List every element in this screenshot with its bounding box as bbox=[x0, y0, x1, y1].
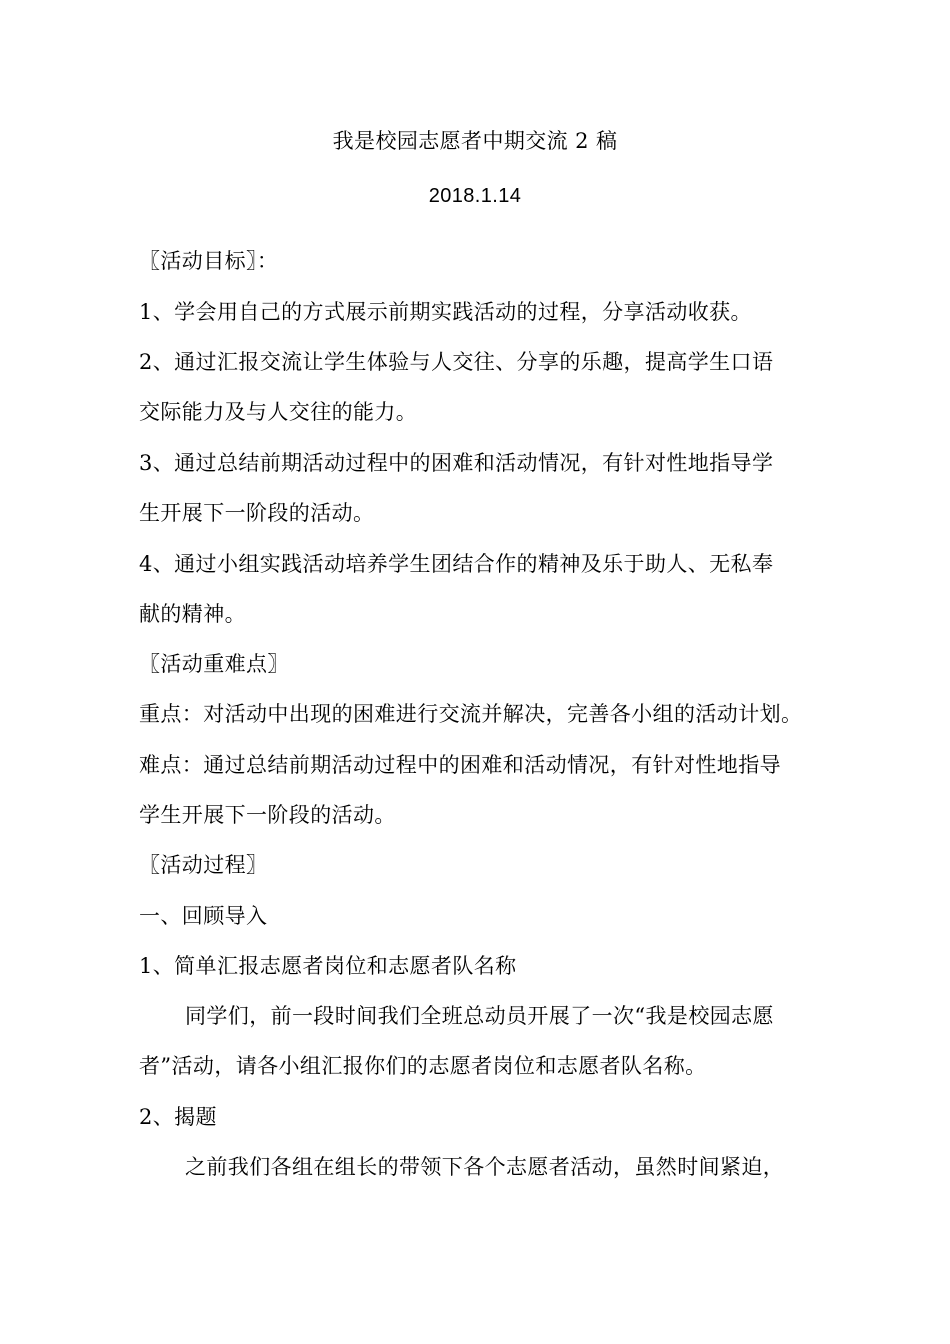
process-step-1: 1、简单汇报志愿者岗位和志愿者队名称 bbox=[139, 954, 517, 978]
document-date: 2018.1.14 bbox=[428, 185, 522, 207]
paragraph-1-line-2: 者”活动，请各小组汇报你们的志愿者岗位和志愿者队名称。 bbox=[139, 1054, 707, 1078]
goal-item-3-line-2: 生开展下一阶段的活动。 bbox=[139, 501, 375, 525]
process-step-2: 2、揭题 bbox=[139, 1105, 217, 1129]
goal-item-2-line-2: 交际能力及与人交往的能力。 bbox=[139, 400, 418, 424]
goal-item-3-line-1: 3、通过总结前期活动过程中的困难和活动情况，有针对性地指导学 bbox=[139, 451, 774, 475]
paragraph-1-line-1: 同学们，前一段时间我们全班总动员开展了一次“我是校园志愿 bbox=[185, 1004, 774, 1028]
goal-item-4-line-2: 献的精神。 bbox=[139, 602, 246, 626]
difficulty-point-line-1: 难点：通过总结前期活动过程中的困难和活动情况，有针对性地指导 bbox=[139, 753, 781, 777]
goal-item-4-line-1: 4、通过小组实践活动培养学生团结合作的精神及乐于助人、无私奉 bbox=[139, 552, 774, 576]
goals-heading: 〖活动目标〗： bbox=[139, 249, 279, 273]
goal-item-1: 1、学会用自己的方式展示前期实践活动的过程，分享活动收获。 bbox=[139, 300, 752, 324]
difficulty-point-line-2: 学生开展下一阶段的活动。 bbox=[139, 803, 396, 827]
key-points-heading: 〖活动重难点〗 bbox=[139, 652, 289, 676]
document-title: 我是校园志愿者中期交流 2 稿 bbox=[332, 129, 618, 153]
goal-item-2-line-1: 2、通过汇报交流让学生体验与人交往、分享的乐趣，提高学生口语 bbox=[139, 350, 774, 374]
process-heading: 〖活动过程〗 bbox=[139, 853, 268, 877]
process-section-1: 一、回顾导入 bbox=[139, 904, 268, 928]
paragraph-2-line-1: 之前我们各组在组长的带领下各个志愿者活动，虽然时间紧迫， bbox=[185, 1155, 785, 1179]
focus-point: 重点：对活动中出现的困难进行交流并解决，完善各小组的活动计划。 bbox=[139, 702, 803, 726]
